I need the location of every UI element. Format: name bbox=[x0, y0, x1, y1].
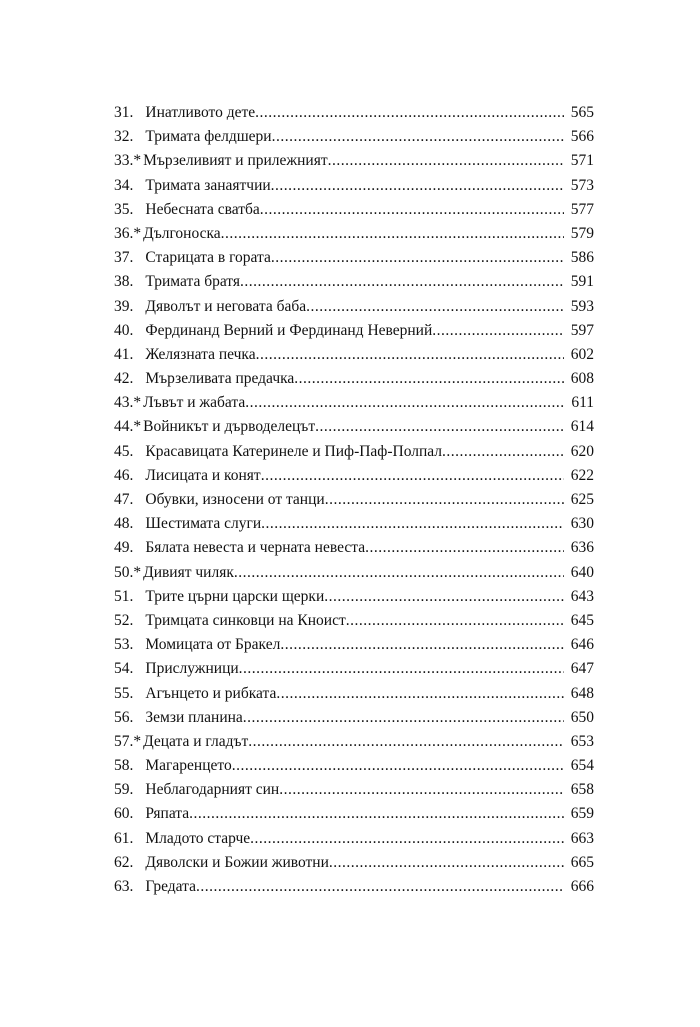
toc-entry bbox=[114, 101, 594, 125]
toc-entry-title: Тримата фелдшери bbox=[145, 128, 272, 146]
toc-entry-title: Прислужници bbox=[145, 660, 239, 678]
toc-entry-leader bbox=[114, 222, 564, 246]
toc-entry-leader bbox=[114, 198, 564, 222]
toc-entry bbox=[114, 149, 594, 173]
toc-entry-page: 602 bbox=[571, 343, 594, 367]
toc-entry-page: 653 bbox=[571, 730, 594, 754]
toc-entry-page: 622 bbox=[571, 464, 594, 488]
toc-entry-leader bbox=[114, 295, 564, 319]
toc-entry-number: 40. bbox=[114, 321, 134, 339]
toc-entry bbox=[114, 657, 594, 681]
toc-entry bbox=[114, 440, 594, 464]
toc-entry-page: 650 bbox=[571, 706, 594, 730]
toc-entry-title: Ряпата bbox=[145, 805, 190, 823]
toc-entry-page: 659 bbox=[571, 802, 594, 826]
toc-entry-number: 47. bbox=[114, 491, 134, 508]
toc-entry-leader bbox=[114, 802, 564, 826]
toc-entry-leader bbox=[114, 754, 564, 778]
toc-entry-title: Лъвът и жабата bbox=[143, 394, 246, 412]
toc-entry bbox=[114, 391, 594, 415]
toc-entry-page: 647 bbox=[571, 657, 594, 681]
toc-entry bbox=[114, 198, 594, 222]
toc-entry-title: Неблагодарният син bbox=[145, 781, 280, 799]
toc-entry-leader bbox=[114, 778, 564, 802]
toc-entry-leader bbox=[114, 440, 564, 464]
toc-entry-number: 63. bbox=[114, 878, 134, 895]
toc-entry bbox=[114, 343, 594, 367]
toc-entry-leader bbox=[114, 536, 564, 560]
toc-entry-page: 630 bbox=[571, 512, 594, 536]
toc-entry-title: Дяволът и неговата баба bbox=[145, 297, 307, 315]
toc-entry-title: Небесната сватба bbox=[145, 200, 260, 218]
toc-entry bbox=[114, 875, 594, 899]
toc-entry-leader bbox=[114, 174, 564, 198]
toc-entry-title: Шестимата слуги bbox=[145, 515, 262, 533]
toc-entry-title: Момицата от Бракел bbox=[145, 636, 281, 654]
toc-entry bbox=[114, 415, 594, 439]
toc-entry-number: 33.* bbox=[114, 152, 142, 170]
toc-entry-title: Фердинанд Верний и Фердинанд Неверний bbox=[145, 321, 433, 339]
toc-entry-number: 38. bbox=[114, 273, 134, 291]
toc-entry-title: Бялата невеста и черната невеста bbox=[145, 539, 366, 557]
toc-entry-title: Агънцето и рибката bbox=[145, 684, 277, 702]
toc-entry-leader bbox=[114, 682, 564, 706]
toc-entry bbox=[114, 633, 594, 657]
toc-entry-page: 608 bbox=[571, 367, 594, 391]
toc-entry bbox=[114, 778, 594, 802]
toc-entry bbox=[114, 730, 594, 754]
toc-entry-number: 48. bbox=[114, 515, 134, 533]
toc-entry-leader bbox=[114, 464, 564, 488]
toc-entry-leader bbox=[114, 319, 564, 343]
toc-entry-leader bbox=[114, 101, 564, 125]
toc-entry-title: Войникът и дърводелецът bbox=[143, 418, 316, 436]
toc-entry bbox=[114, 827, 594, 851]
toc-entry-title: Красавицата Катеринеле и Пиф-Паф-Полпал bbox=[145, 442, 443, 460]
toc-entry bbox=[114, 488, 594, 512]
toc-entry bbox=[114, 706, 594, 730]
toc-entry-title: Трите църни царски щерки bbox=[145, 587, 325, 605]
toc-entry-number: 56. bbox=[114, 708, 134, 726]
toc-entry-number: 60. bbox=[114, 805, 134, 823]
toc-entry-number: 58. bbox=[114, 757, 134, 775]
toc-entry bbox=[114, 802, 594, 826]
toc-entry-title: Тримата братя bbox=[145, 273, 241, 291]
toc-entry bbox=[114, 512, 594, 536]
toc-entry-page: 658 bbox=[571, 778, 594, 802]
toc-entry-page: 645 bbox=[571, 609, 594, 633]
toc-entry-leader bbox=[114, 343, 564, 367]
toc-entry-number: 55. bbox=[114, 684, 134, 702]
toc-entry-title: Тримата занаятчии bbox=[145, 176, 271, 194]
toc-entry-number: 42. bbox=[114, 370, 134, 388]
toc-entry bbox=[114, 851, 594, 875]
toc-entry-number: 46. bbox=[114, 466, 134, 484]
toc-entry-number: 49. bbox=[114, 539, 134, 557]
toc-entry-page: 665 bbox=[571, 851, 594, 875]
toc-entry bbox=[114, 536, 594, 560]
toc-entry-page: 573 bbox=[571, 174, 594, 198]
toc-entry-leader bbox=[114, 125, 564, 149]
toc-entry bbox=[114, 174, 594, 198]
toc-entry-page: 591 bbox=[571, 270, 594, 294]
toc-entry bbox=[114, 295, 594, 319]
toc-entry-page: 593 bbox=[571, 295, 594, 319]
toc-entry-number: 43.* bbox=[114, 394, 142, 412]
toc-entry-leader bbox=[114, 149, 564, 173]
toc-entry-title: Дългоноска bbox=[143, 224, 221, 242]
toc-entry-title: Обувки, износени от танци bbox=[145, 491, 325, 508]
toc-entry-page: 663 bbox=[571, 827, 594, 851]
toc-entry-leader bbox=[114, 875, 564, 899]
toc-entry bbox=[114, 222, 594, 246]
toc-entry-number: 41. bbox=[114, 345, 134, 363]
toc-entry-leader bbox=[114, 415, 564, 439]
toc-entry-number: 32. bbox=[114, 128, 134, 146]
toc-entry-page: 597 bbox=[571, 319, 594, 343]
toc-entry-title: Земзи планина bbox=[145, 708, 243, 726]
toc-entry-leader bbox=[114, 827, 564, 851]
toc-entry-number: 36.* bbox=[114, 224, 142, 242]
toc-entry-number: 52. bbox=[114, 611, 134, 629]
toc-entry-title: Старицата в гората bbox=[145, 249, 271, 267]
table-of-contents bbox=[114, 101, 594, 899]
toc-entry-page: 579 bbox=[571, 222, 594, 246]
toc-entry-title: Желязната печка bbox=[145, 345, 256, 363]
toc-entry bbox=[114, 585, 594, 609]
toc-entry bbox=[114, 609, 594, 633]
toc-entry-number: 51. bbox=[114, 587, 134, 605]
toc-entry-title: Тримцата синковци на Кноист bbox=[145, 611, 346, 629]
toc-entry-title: Дяволски и Божии животни bbox=[145, 853, 329, 871]
toc-entry-page: 565 bbox=[571, 101, 594, 125]
toc-entry-page: 620 bbox=[571, 440, 594, 464]
toc-entry-title: Мързеливата предачка bbox=[145, 370, 295, 388]
toc-entry-leader bbox=[114, 730, 564, 754]
toc-entry-leader bbox=[114, 488, 564, 512]
toc-entry-page: 643 bbox=[571, 585, 594, 609]
toc-entry-page: 577 bbox=[571, 198, 594, 222]
toc-entry-leader bbox=[114, 585, 564, 609]
toc-entry-title: Магаренцето bbox=[145, 757, 232, 775]
toc-entry-leader bbox=[114, 609, 564, 633]
toc-entry-page: 614 bbox=[571, 415, 594, 439]
toc-entry-number: 37. bbox=[114, 249, 134, 267]
toc-entry-page: 666 bbox=[571, 875, 594, 899]
toc-entry bbox=[114, 319, 594, 343]
toc-entry-page: 636 bbox=[571, 536, 594, 560]
toc-entry bbox=[114, 246, 594, 270]
toc-entry-number: 39. bbox=[114, 297, 134, 315]
toc-entry bbox=[114, 464, 594, 488]
toc-entry-title: Децата и гладът bbox=[143, 732, 249, 750]
toc-entry-page: 646 bbox=[571, 633, 594, 657]
toc-entry-number: 34. bbox=[114, 176, 134, 194]
toc-entry-leader bbox=[114, 561, 564, 585]
toc-entry-number: 45. bbox=[114, 442, 134, 460]
toc-entry-number: 57.* bbox=[114, 732, 142, 750]
toc-entry-leader bbox=[114, 657, 564, 681]
toc-entry-page: 648 bbox=[571, 682, 594, 706]
toc-entry-number: 31. bbox=[114, 104, 134, 121]
toc-entry-title: Мързеливият и прилежният bbox=[143, 152, 328, 170]
toc-entry-number: 59. bbox=[114, 781, 134, 799]
toc-entry-title: Инатливото дете bbox=[145, 104, 256, 121]
toc-entry-leader bbox=[114, 633, 564, 657]
toc-entry-leader bbox=[114, 246, 564, 270]
toc-entry-leader bbox=[114, 367, 564, 391]
toc-entry-title: Младото старче bbox=[145, 829, 251, 847]
toc-entry bbox=[114, 754, 594, 778]
toc-entry-title: Дивият чиляк bbox=[143, 563, 234, 581]
toc-entry-leader bbox=[114, 512, 564, 536]
toc-entry-page: 586 bbox=[571, 246, 594, 270]
toc-entry-number: 53. bbox=[114, 636, 134, 654]
toc-entry-number: 44.* bbox=[114, 418, 142, 436]
toc-entry-number: 61. bbox=[114, 829, 134, 847]
toc-entry-page: 654 bbox=[571, 754, 594, 778]
toc-entry-page: 640 bbox=[571, 561, 594, 585]
toc-entry-leader bbox=[114, 270, 564, 294]
toc-entry-page: 571 bbox=[571, 149, 594, 173]
toc-entry bbox=[114, 561, 594, 585]
toc-entry-title: Лисицата и конят bbox=[145, 466, 261, 484]
toc-entry-page: 611 bbox=[571, 391, 594, 415]
toc-entry-leader bbox=[114, 391, 564, 415]
toc-entry bbox=[114, 367, 594, 391]
toc-entry-leader bbox=[114, 851, 564, 875]
toc-entry bbox=[114, 125, 594, 149]
toc-entry bbox=[114, 270, 594, 294]
toc-entry-page: 566 bbox=[571, 125, 594, 149]
toc-entry-number: 54. bbox=[114, 660, 134, 678]
toc-entry-page: 625 bbox=[571, 488, 594, 512]
toc-entry-number: 50.* bbox=[114, 563, 142, 581]
toc-entry-number: 35. bbox=[114, 200, 134, 218]
toc-entry-leader bbox=[114, 706, 564, 730]
toc-entry bbox=[114, 682, 594, 706]
toc-entry-number: 62. bbox=[114, 853, 134, 871]
toc-entry-title: Гредата bbox=[145, 878, 196, 895]
